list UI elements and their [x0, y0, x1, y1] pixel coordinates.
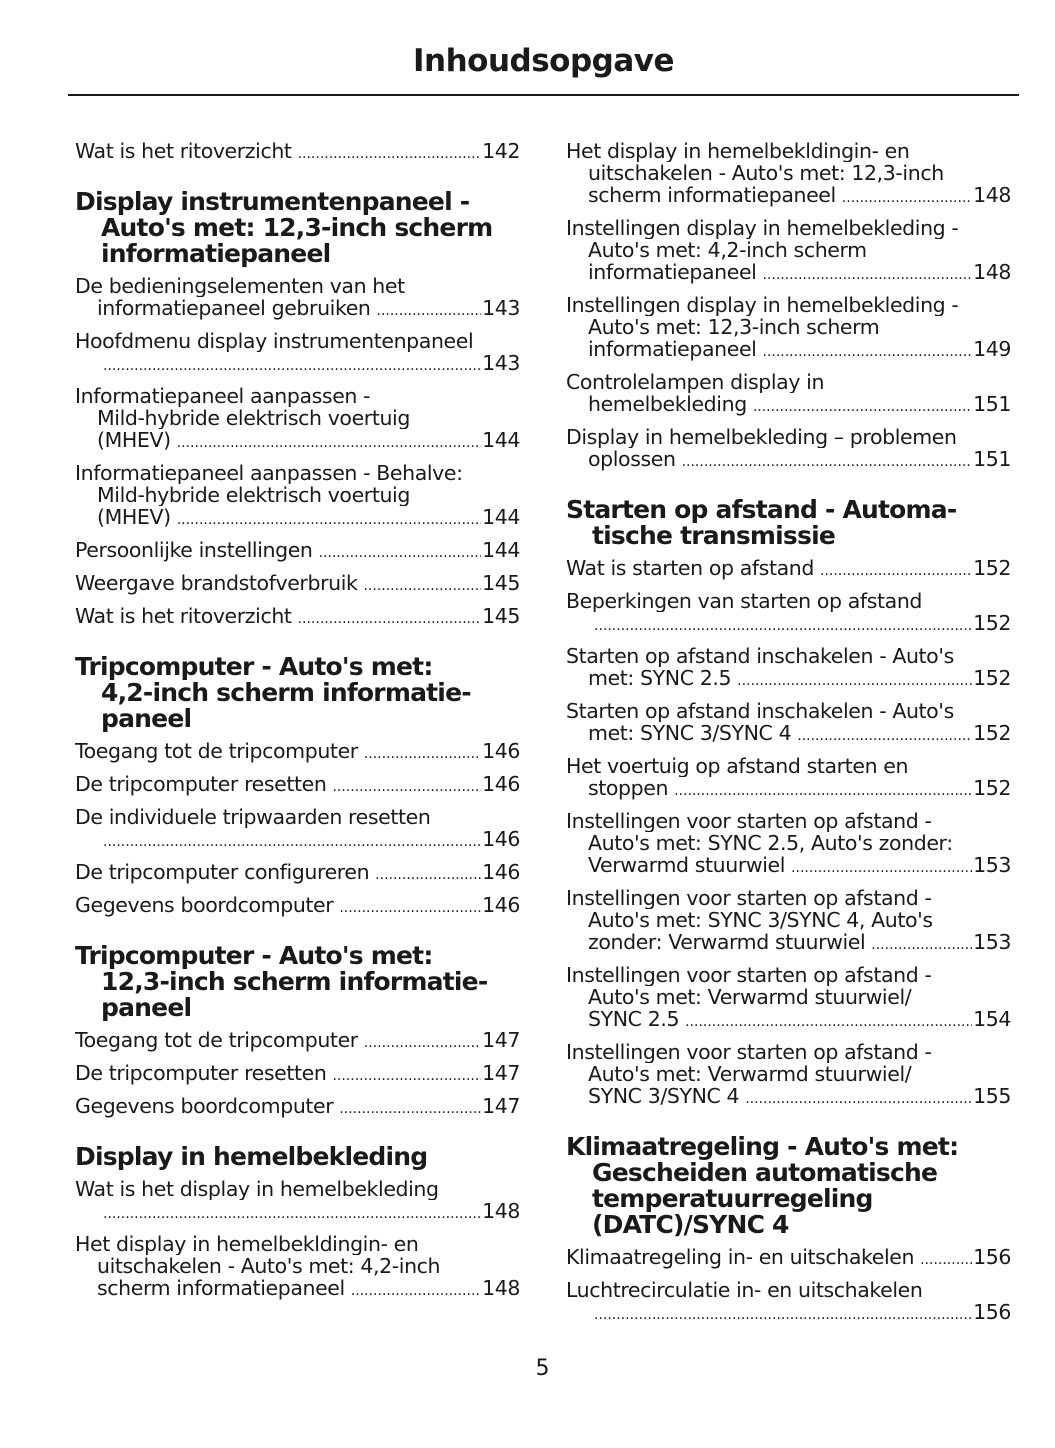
toc-entry-text: Verwarmd stuurwiel: [588, 854, 786, 877]
toc-section-heading: [75, 654, 520, 732]
dot-leader: [377, 300, 482, 322]
page-ref[interactable]: 151: [973, 393, 1011, 416]
toc-entry-line: Het voertuig op afstand starten en: [566, 755, 909, 777]
toc-entry-text: (MHEV): [97, 506, 171, 529]
dot-leader: [177, 432, 481, 454]
toc-entry-line: Starten op afstand inschakelen - Auto's: [566, 645, 954, 667]
toc-entry-line: Instellingen display in hemelbekleding -: [566, 294, 959, 316]
dot-leader: [594, 615, 972, 637]
toc-section-heading: [75, 943, 520, 1021]
page-ref[interactable]: 151: [973, 448, 1011, 471]
toc-entry-line: Auto's met: SYNC 3/SYNC 4, Auto's: [588, 909, 933, 931]
toc-entry-text: De tripcomputer resetten: [75, 1062, 327, 1085]
toc-entry-line: Het display in hemelbekldingin- en: [75, 1233, 419, 1255]
page-ref[interactable]: 145: [482, 572, 520, 595]
toc-entry[interactable]: [75, 740, 520, 765]
toc-entry-last-line: [75, 572, 520, 597]
page-ref[interactable]: 156: [973, 1246, 1011, 1269]
toc-entry-text: oplossen: [588, 448, 676, 471]
page-ref[interactable]: 146: [482, 773, 520, 796]
toc-entry-last-line: [75, 773, 520, 798]
dot-leader: [364, 743, 481, 765]
toc-entry[interactable]: [566, 964, 1011, 1033]
toc-entry-line: Auto's met: Verwarmd stuurwiel/: [588, 986, 912, 1008]
toc-entry[interactable]: [75, 1029, 520, 1054]
dot-leader: [920, 1249, 972, 1271]
toc-entry-text: hemelbekleding: [588, 393, 747, 416]
toc-entry-line: Controlelampen display in: [566, 371, 825, 393]
toc-entry-text: met: SYNC 2.5: [588, 667, 732, 690]
toc-entry-last-line: [566, 854, 1011, 879]
section-heading-line: temperatuurregeling: [592, 1184, 873, 1213]
page-ref[interactable]: 155: [973, 1085, 1011, 1108]
dot-leader: [339, 1098, 481, 1120]
section-heading-line: Display instrumentenpaneel -: [75, 187, 470, 216]
page-ref[interactable]: 146: [482, 828, 520, 851]
page-ref[interactable]: 144: [482, 429, 520, 452]
page-ref[interactable]: 152: [973, 612, 1011, 635]
page-header: [68, 38, 1019, 96]
toc-entry-text: scherm informatiepaneel: [588, 184, 836, 207]
toc-entry-text: met: SYNC 3/SYNC 4: [588, 722, 792, 745]
toc-entry-last-line: [75, 352, 520, 377]
page-ref[interactable]: 144: [482, 539, 520, 562]
toc-right-column: [566, 140, 1011, 1334]
toc-entry[interactable]: [566, 426, 1011, 473]
toc-entry-text: zonder: Verwarmd stuurwiel: [588, 931, 866, 954]
section-heading-line: informatiepaneel: [101, 239, 331, 268]
toc-entry-last-line: [566, 338, 1011, 363]
dot-leader: [791, 857, 972, 879]
section-heading-line: Tripcomputer - Auto's met:: [75, 941, 433, 970]
toc-entry-last-line: [75, 506, 520, 531]
section-heading-line: paneel: [101, 993, 192, 1022]
toc-entry-text: Klimaatregeling in- en uitschakelen: [566, 1246, 915, 1269]
page-ref[interactable]: 148: [973, 261, 1011, 284]
toc-entry-last-line: [566, 667, 1011, 692]
toc-entry[interactable]: [566, 1246, 1011, 1271]
toc-entry-last-line: [75, 1277, 520, 1302]
page-ref[interactable]: 156: [973, 1301, 1011, 1324]
toc-entry-last-line: [566, 393, 1011, 418]
toc-entry-last-line: [566, 1301, 1011, 1326]
toc-entry[interactable]: [75, 894, 520, 919]
page-title: Inhoudsopgave: [412, 43, 674, 79]
dot-leader: [737, 670, 972, 692]
dot-leader: [842, 187, 972, 209]
toc-entry-line: Beperkingen van starten op afstand: [566, 590, 923, 612]
toc-entry[interactable]: [566, 645, 1011, 692]
toc-entry-last-line: [566, 1246, 1011, 1271]
toc-entry-last-line: [75, 1062, 520, 1087]
toc-entry-last-line: [566, 931, 1011, 956]
toc-entry[interactable]: [75, 539, 520, 564]
section-heading-line: Gescheiden automatische: [592, 1158, 938, 1187]
toc-entry[interactable]: [566, 887, 1011, 956]
toc-entry-text: SYNC 3/SYNC 4: [588, 1085, 740, 1108]
section-heading-line: Display in hemelbekleding: [75, 1142, 428, 1171]
page-ref[interactable]: 152: [973, 722, 1011, 745]
toc-entry[interactable]: [566, 755, 1011, 802]
toc-entry-last-line: [566, 184, 1011, 209]
dot-leader: [332, 776, 481, 798]
toc-entry[interactable]: [566, 557, 1011, 582]
dot-leader: [339, 897, 481, 919]
toc-entry-last-line: [75, 605, 520, 630]
section-heading-line: Starten op afstand - Automa-: [566, 495, 957, 524]
page-ref[interactable]: 143: [482, 352, 520, 375]
page-ref[interactable]: 154: [973, 1008, 1011, 1031]
toc-entry[interactable]: [566, 294, 1011, 363]
toc-entry-last-line: [566, 1008, 1011, 1033]
toc-entry-line: Display in hemelbekleding – problemen: [566, 426, 957, 448]
toc-entry-last-line: [566, 612, 1011, 637]
toc-entry[interactable]: [566, 140, 1011, 209]
page-ref[interactable]: 152: [973, 667, 1011, 690]
toc-entry-line: Auto's met: 12,3-inch scherm: [588, 316, 880, 338]
toc-entry-line: Auto's met: 4,2-inch scherm: [588, 239, 867, 261]
dot-leader: [871, 934, 972, 956]
toc-entry-line: Auto's met: Verwarmd stuurwiel/: [588, 1063, 912, 1085]
section-heading-line: Klimaatregeling - Auto's met:: [566, 1132, 959, 1161]
dot-leader: [820, 560, 972, 582]
page-ref[interactable]: 152: [973, 777, 1011, 800]
page-ref[interactable]: 144: [482, 506, 520, 529]
toc-entry-text: (MHEV): [97, 429, 171, 452]
dot-leader: [364, 1032, 481, 1054]
dot-leader: [375, 864, 481, 886]
toc-entry[interactable]: [75, 572, 520, 597]
toc-entry-line: Auto's met: SYNC 2.5, Auto's zonder:: [588, 832, 953, 854]
toc-entry-text: Wat is het ritoverzicht: [75, 605, 292, 628]
toc-section-heading: [75, 1144, 520, 1170]
toc-entry-last-line: [75, 861, 520, 886]
dot-leader: [363, 575, 481, 597]
toc-left-column: [75, 140, 520, 1310]
toc-entry-last-line: [75, 894, 520, 919]
toc-entry-line: uitschakelen - Auto's met: 4,2-inch: [97, 1255, 441, 1277]
dot-leader: [351, 1280, 481, 1302]
toc-entry-last-line: [566, 722, 1011, 747]
toc-entry-line: Instellingen voor starten op afstand -: [566, 887, 932, 909]
toc-entry-line: Mild-hybride elektrisch voertuig: [97, 484, 410, 506]
page-number: 5: [535, 1356, 550, 1381]
toc-entry[interactable]: [75, 275, 520, 322]
toc-entry-text: informatiepaneel: [588, 261, 757, 284]
toc-entry-last-line: [566, 1085, 1011, 1110]
page-ref[interactable]: 148: [482, 1277, 520, 1300]
toc-entry[interactable]: [566, 1279, 1011, 1326]
page-ref[interactable]: 148: [973, 184, 1011, 207]
toc-entry-last-line: [75, 539, 520, 564]
toc-entry[interactable]: [566, 590, 1011, 637]
toc-entry-line: Instellingen voor starten op afstand -: [566, 1041, 932, 1063]
toc-entry[interactable]: [75, 462, 520, 531]
toc-entry-line: Informatiepaneel aanpassen - Behalve:: [75, 462, 463, 484]
page-ref[interactable]: 148: [482, 1200, 520, 1223]
toc-entry-line: Luchtrecirculatie in- en uitschakelen: [566, 1279, 923, 1301]
dot-leader: [745, 1088, 972, 1110]
toc-entry[interactable]: [75, 861, 520, 886]
toc-entry-line: De bedieningselementen van het: [75, 275, 405, 297]
toc-section-heading: [566, 497, 1011, 549]
toc-entry-last-line: [75, 740, 520, 765]
toc-entry-text: stoppen: [588, 777, 669, 800]
toc-entry-text: Persoonlijke instellingen: [75, 539, 313, 562]
toc-entry-last-line: [75, 828, 520, 853]
dot-leader: [103, 831, 481, 853]
page-ref[interactable]: 145: [482, 605, 520, 628]
section-heading-line: 12,3-inch scherm informatie-: [101, 967, 488, 996]
toc-entry-line: Hoofdmenu display instrumentenpaneel: [75, 330, 474, 352]
toc-entry-last-line: [75, 297, 520, 322]
dot-leader: [332, 1065, 481, 1087]
dot-leader: [298, 143, 482, 165]
page-ref[interactable]: 146: [482, 861, 520, 884]
toc-entry-text: Toegang tot de tripcomputer: [75, 1029, 358, 1052]
toc-entry-line: uitschakelen - Auto's met: 12,3-inch: [588, 162, 944, 184]
toc-entry[interactable]: [566, 1041, 1011, 1110]
toc-entry-text: De tripcomputer configureren: [75, 861, 370, 884]
toc-entry-line: De individuele tripwaarden resetten: [75, 806, 431, 828]
toc-entry-text: informatiepaneel gebruiken: [97, 297, 371, 320]
toc-entry-last-line: [566, 557, 1011, 582]
dot-leader: [682, 451, 973, 473]
toc-section-heading: [75, 189, 520, 267]
toc-entry[interactable]: [75, 1178, 520, 1225]
toc-entry-text: De tripcomputer resetten: [75, 773, 327, 796]
toc-entry-last-line: [566, 261, 1011, 286]
toc-entry[interactable]: [75, 605, 520, 630]
toc-entry[interactable]: [75, 1062, 520, 1087]
toc-entry[interactable]: [566, 810, 1011, 879]
toc-entry[interactable]: [566, 371, 1011, 418]
toc-entry[interactable]: [75, 1233, 520, 1302]
toc-entry[interactable]: [75, 140, 520, 165]
section-heading-line: Auto's met: 12,3-inch scherm: [101, 213, 493, 242]
section-heading-line: Tripcomputer - Auto's met:: [75, 652, 433, 681]
toc-entry[interactable]: [566, 217, 1011, 286]
section-heading-line: (DATC)/SYNC 4: [592, 1210, 789, 1239]
dot-leader: [762, 264, 972, 286]
dot-leader: [319, 542, 482, 564]
page-ref[interactable]: 147: [482, 1095, 520, 1118]
toc-entry-text: informatiepaneel: [588, 338, 757, 361]
toc-entry-line: Mild-hybride elektrisch voertuig: [97, 407, 410, 429]
dot-leader: [797, 725, 972, 747]
toc-entry-last-line: [75, 140, 520, 165]
toc-entry-text: Wat is het ritoverzicht: [75, 140, 292, 163]
page-ref[interactable]: 146: [482, 894, 520, 917]
dot-leader: [177, 509, 481, 531]
section-heading-line: paneel: [101, 704, 192, 733]
toc-entry[interactable]: [75, 806, 520, 853]
section-heading-line: tische transmissie: [592, 521, 836, 550]
toc-entry-line: Informatiepaneel aanpassen -: [75, 385, 371, 407]
toc-entry-line: Het display in hemelbekldingin- en: [566, 140, 910, 162]
toc-entry-line: Instellingen display in hemelbekleding -: [566, 217, 959, 239]
page-ref[interactable]: 152: [973, 557, 1011, 580]
dot-leader: [298, 608, 482, 630]
page-ref[interactable]: 147: [482, 1029, 520, 1052]
dot-leader: [674, 780, 972, 802]
toc-entry-line: Starten op afstand inschakelen - Auto's: [566, 700, 954, 722]
dot-leader: [103, 355, 481, 377]
toc-entry-line: Wat is het display in hemelbekleding: [75, 1178, 439, 1200]
toc-entry[interactable]: [75, 773, 520, 798]
toc-entry-line: Instellingen voor starten op afstand -: [566, 964, 932, 986]
toc-entry-text: Toegang tot de tripcomputer: [75, 740, 358, 763]
dot-leader: [103, 1203, 481, 1225]
toc-entry-line: Instellingen voor starten op afstand -: [566, 810, 932, 832]
toc-entry[interactable]: [75, 1095, 520, 1120]
toc-entry-text: SYNC 2.5: [588, 1008, 680, 1031]
toc-entry-last-line: [75, 1095, 520, 1120]
page-ref[interactable]: 149: [973, 338, 1011, 361]
toc-entry[interactable]: [75, 385, 520, 454]
toc-entry-last-line: [566, 777, 1011, 802]
page-ref[interactable]: 146: [482, 740, 520, 763]
dot-leader: [753, 396, 972, 418]
toc-entry-last-line: [75, 1029, 520, 1054]
dot-leader: [762, 341, 972, 363]
toc-entry-last-line: [75, 1200, 520, 1225]
page-ref[interactable]: 142: [482, 140, 520, 163]
toc-entry[interactable]: [75, 330, 520, 377]
toc-section-heading: [566, 1134, 1011, 1238]
toc-entry-text: Gegevens boordcomputer: [75, 894, 334, 917]
toc-entry-text: Gegevens boordcomputer: [75, 1095, 334, 1118]
toc-entry-text: Weergave brandstofverbruik: [75, 572, 358, 595]
dot-leader: [594, 1304, 972, 1326]
toc-entry-last-line: [75, 429, 520, 454]
page-ref[interactable]: 143: [482, 297, 520, 320]
toc-entry-text: Wat is starten op afstand: [566, 557, 814, 580]
toc-entry-text: scherm informatiepaneel: [97, 1277, 345, 1300]
toc-entry-last-line: [566, 448, 1011, 473]
section-heading-line: 4,2-inch scherm informatie-: [101, 678, 471, 707]
page-ref[interactable]: 147: [482, 1062, 520, 1085]
dot-leader: [685, 1011, 972, 1033]
page-ref[interactable]: 153: [973, 854, 1011, 877]
toc-entry[interactable]: [566, 700, 1011, 747]
page-ref[interactable]: 153: [973, 931, 1011, 954]
